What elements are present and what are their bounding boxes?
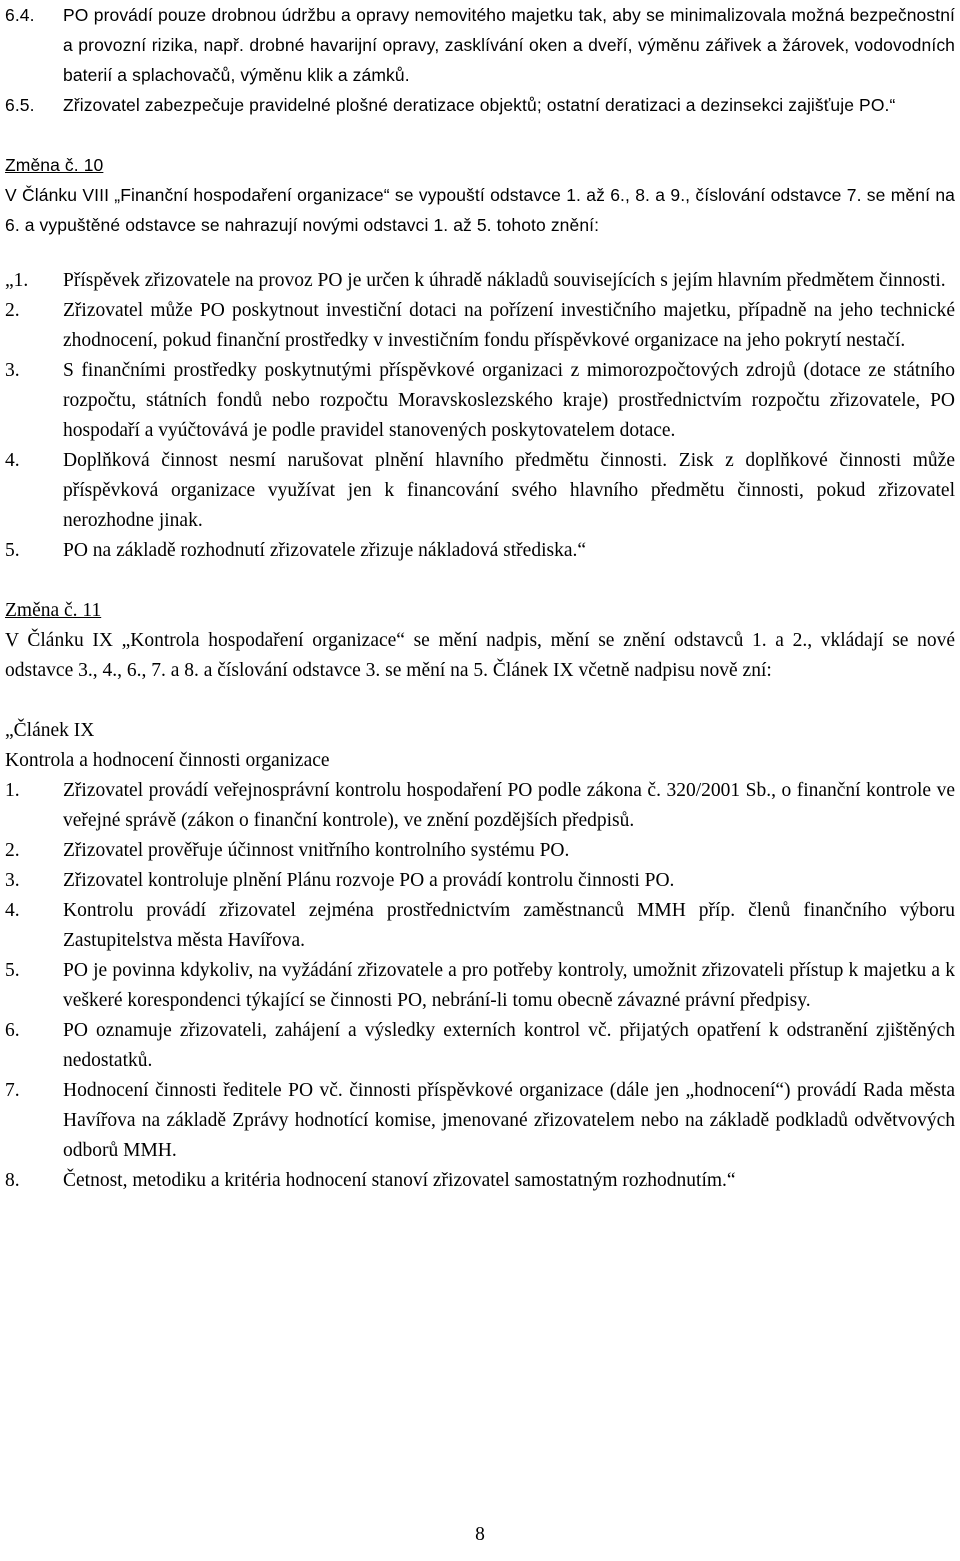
change-11-section (5, 596, 955, 1196)
page-number: 8 (475, 1524, 485, 1545)
item-number: 4. (5, 450, 20, 471)
item-number: 4. (5, 900, 20, 921)
section-6-items (5, 0, 955, 120)
item-number: „1. (5, 270, 29, 291)
item-number: 8. (5, 1170, 20, 1191)
list-item (5, 0, 955, 90)
list-item (5, 1166, 955, 1196)
list-item (5, 866, 955, 896)
list-item (5, 356, 955, 446)
article-9-items (5, 776, 955, 1196)
change-10-heading: Změna č. 10 (5, 155, 104, 175)
change-10-items (5, 266, 955, 566)
item-number: 1. (5, 780, 20, 801)
change-10-section (5, 150, 955, 240)
list-item (5, 1076, 955, 1166)
list-item (5, 836, 955, 866)
item-text: Zřizovatel provádí veřejnosprávní kontrolu hospodaření PO podle zákona č. 320/2001 Sb., o finanční kontrole ve veřejné správě (zákon o finanční kontrole), ve znění pozdějších předpisů. (63, 780, 955, 831)
item-text: PO je povinna kdykoliv, na vyžádání zřizovatele a pro potřeby kontroly, umožnit zřizovateli přístup k majetku a k veškeré korespondenci týkající se činnosti PO, nebrání-li tomu obecně závazné právní předpisy. (63, 960, 955, 1011)
change-11-heading: Změna č. 11 (5, 600, 102, 621)
item-text: Zřizovatel může PO poskytnout investiční dotaci na pořízení investičního majetku, případně na jeho technické zhodnocení, pokud finanční prostředky v investičním fondu příspěvkové organizace na jeho pokrytí nestačí. (63, 300, 955, 351)
list-item (5, 536, 955, 566)
item-number: 2. (5, 300, 20, 321)
list-item (5, 896, 955, 956)
list-item (5, 446, 955, 536)
article-title: „Článek IX (5, 720, 95, 741)
change-11-intro: V Článku IX „Kontrola hospodaření organizace“ se mění nadpis, mění se znění odstavců 1. a 2., vkládají se nové odstavce 3., 4., 6., 7. a 8. a číslování odstavce 3. se mění na 5. Článek IX včetně nadpisu nově zní: (5, 630, 955, 681)
article-subtitle: Kontrola a hodnocení činnosti organizace (5, 750, 330, 771)
list-item (5, 90, 955, 120)
item-number: 5. (5, 960, 20, 981)
item-text: PO na základě rozhodnutí zřizovatele zřizuje nákladová střediska.“ (63, 540, 587, 561)
item-text: Kontrolu provádí zřizovatel zejména prostřednictvím zaměstnanců MMH příp. členů finančního výboru Zastupitelstva města Havířova. (63, 900, 955, 951)
item-number: 2. (5, 840, 20, 861)
item-text: S finančními prostředky poskytnutými příspěvkové organizaci z mimorozpočtových zdrojů (dotace ze státního rozpočtu, státních fondů nebo rozpočtu Moravskoslezského kraje) prostřednictvím rozpočtu zřizovatele, PO hospodaří a vyúčtovává je podle pravidel stanovených poskytovatelem dotace. (63, 360, 955, 441)
list-item (5, 956, 955, 1016)
item-text: Zřizovatel zabezpečuje pravidelné plošné deratizace objektů; ostatní deratizaci a dezinsekci zajišťuje PO.“ (63, 95, 896, 115)
item-number: 7. (5, 1080, 20, 1101)
list-item (5, 776, 955, 836)
list-item (5, 266, 955, 296)
item-number: 3. (5, 360, 20, 381)
item-number: 6.4. (5, 5, 35, 25)
item-number: 6.5. (5, 95, 35, 115)
item-text: Hodnocení činnosti ředitele PO vč. činnosti příspěvkové organizace (dále jen „hodnocení“) provádí Rada města Havířova na základě Zprávy hodnotící komise, jmenované zřizovatelem nebo na základě podkladů odvětvových odborů MMH. (63, 1080, 955, 1161)
change-10-intro: V Článku VIII „Finanční hospodaření organizace“ se vypouští odstavce 1. až 6., 8. a 9., číslování odstavce 7. se mění na 6. a vypuštěné odstavce se nahrazují novými odstavci 1. až 5. tohoto znění: (5, 185, 955, 235)
document-body (5, 0, 955, 1196)
item-number: 6. (5, 1020, 20, 1041)
item-text: Četnost, metodiku a kritéria hodnocení stanoví zřizovatel samostatným rozhodnutím.“ (63, 1170, 736, 1191)
item-text: Zřizovatel kontroluje plnění Plánu rozvoje PO a provádí kontrolu činnosti PO. (63, 870, 675, 891)
list-item (5, 1016, 955, 1076)
item-text: Příspěvek zřizovatele na provoz PO je určen k úhradě nákladů souvisejících s jejím hlavním předmětem činnosti. (63, 270, 946, 291)
item-text: PO oznamuje zřizovateli, zahájení a výsledky externích kontrol vč. přijatých opatření k odstranění zjištěných nedostatků. (63, 1020, 955, 1071)
list-item (5, 296, 955, 356)
item-number: 5. (5, 540, 20, 561)
item-text: PO provádí pouze drobnou údržbu a opravy nemovitého majetku tak, aby se minimalizovala možná bezpečnostní a provozní rizika, např. drobné havarijní opravy, zasklívání oken a dveří, výměnu zářivek a žárovek, vodovodních baterií a splachovačů, výměnu klik a zámků. (63, 5, 955, 85)
item-text: Zřizovatel prověřuje účinnost vnitřního kontrolního systému PO. (63, 840, 570, 861)
item-number: 3. (5, 870, 20, 891)
item-text: Doplňková činnost nesmí narušovat plnění hlavního předmětu činnosti. Zisk z doplňkové činnosti může příspěvková organizace využívat jen k financování svého hlavního předmětu činnosti, pokud zřizovatel nerozhodne jinak. (63, 450, 955, 531)
